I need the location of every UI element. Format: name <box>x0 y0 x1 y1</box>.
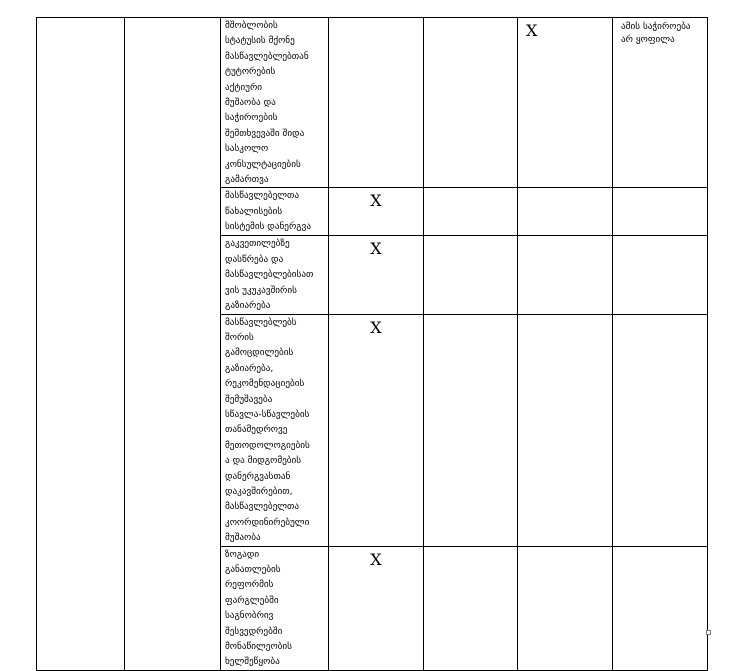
mark-cell-col6 <box>518 546 613 670</box>
mark-cell-col6 <box>518 188 613 236</box>
empty-cell-col5 <box>424 236 518 314</box>
mark-cell-col4 <box>329 546 424 670</box>
mark-cell-col6 <box>518 236 613 314</box>
activity-cell: მასწავლებელთა წახალისების სისტემის დანერგვა <box>221 188 329 236</box>
activity-cell: მასწავლებლებს შორის გამოცდილების გაზიარება, რეკომენდაციების შემუშავება სწავლა-სწავლების თანამედროვე მეთოდოლოგიების ა და მიდგომების დანერგვასთან დაკავშირებით, მასწავლებელთა კოორდინირებული მუშაობა <box>221 314 329 546</box>
empty-cell-col5 <box>424 314 518 546</box>
document-table <box>36 17 708 671</box>
x-mark: X <box>370 317 382 337</box>
x-mark: X <box>370 191 382 211</box>
mark-cell-col6 <box>518 314 613 546</box>
empty-cell-col5 <box>424 18 518 188</box>
table-row <box>37 18 708 188</box>
first-column-cell <box>37 18 125 671</box>
x-mark: X <box>370 239 382 259</box>
activity-cell: მშობლობის სტატუსის მქონე მასწავლებლებთან ტუტორების აქტიური მუშაობა და საჭიროების შემთხვევაში შიდა სასკოლო კონსულტაციების გამართვა <box>221 18 329 188</box>
activity-cell: ზოგადი განათლების რეფორმის ფარგლებში საგნობრივ შესვედრებში მონაწილეობის ხელშეწყობა <box>221 546 329 670</box>
note-cell: ამის საჭიროება არ ყოფილა <box>613 18 708 188</box>
x-mark: X <box>370 549 382 569</box>
second-column-cell <box>125 18 221 671</box>
note-cell <box>613 314 708 546</box>
x-mark: X <box>526 21 538 40</box>
note-cell <box>613 546 708 670</box>
mark-cell-col4 <box>329 188 424 236</box>
empty-cell-col5 <box>424 188 518 236</box>
table-resize-handle[interactable] <box>706 630 711 635</box>
activity-cell: გაკვეთილებზე დასწრება და მასწავლებლებისათ ვის უკუკავშირის გაზიარება <box>221 236 329 314</box>
note-cell <box>613 236 708 314</box>
mark-cell-col4 <box>329 314 424 546</box>
empty-cell-col5 <box>424 546 518 670</box>
mark-cell-col6 <box>518 18 613 188</box>
note-cell <box>613 188 708 236</box>
mark-cell-col4 <box>329 18 424 188</box>
mark-cell-col4 <box>329 236 424 314</box>
